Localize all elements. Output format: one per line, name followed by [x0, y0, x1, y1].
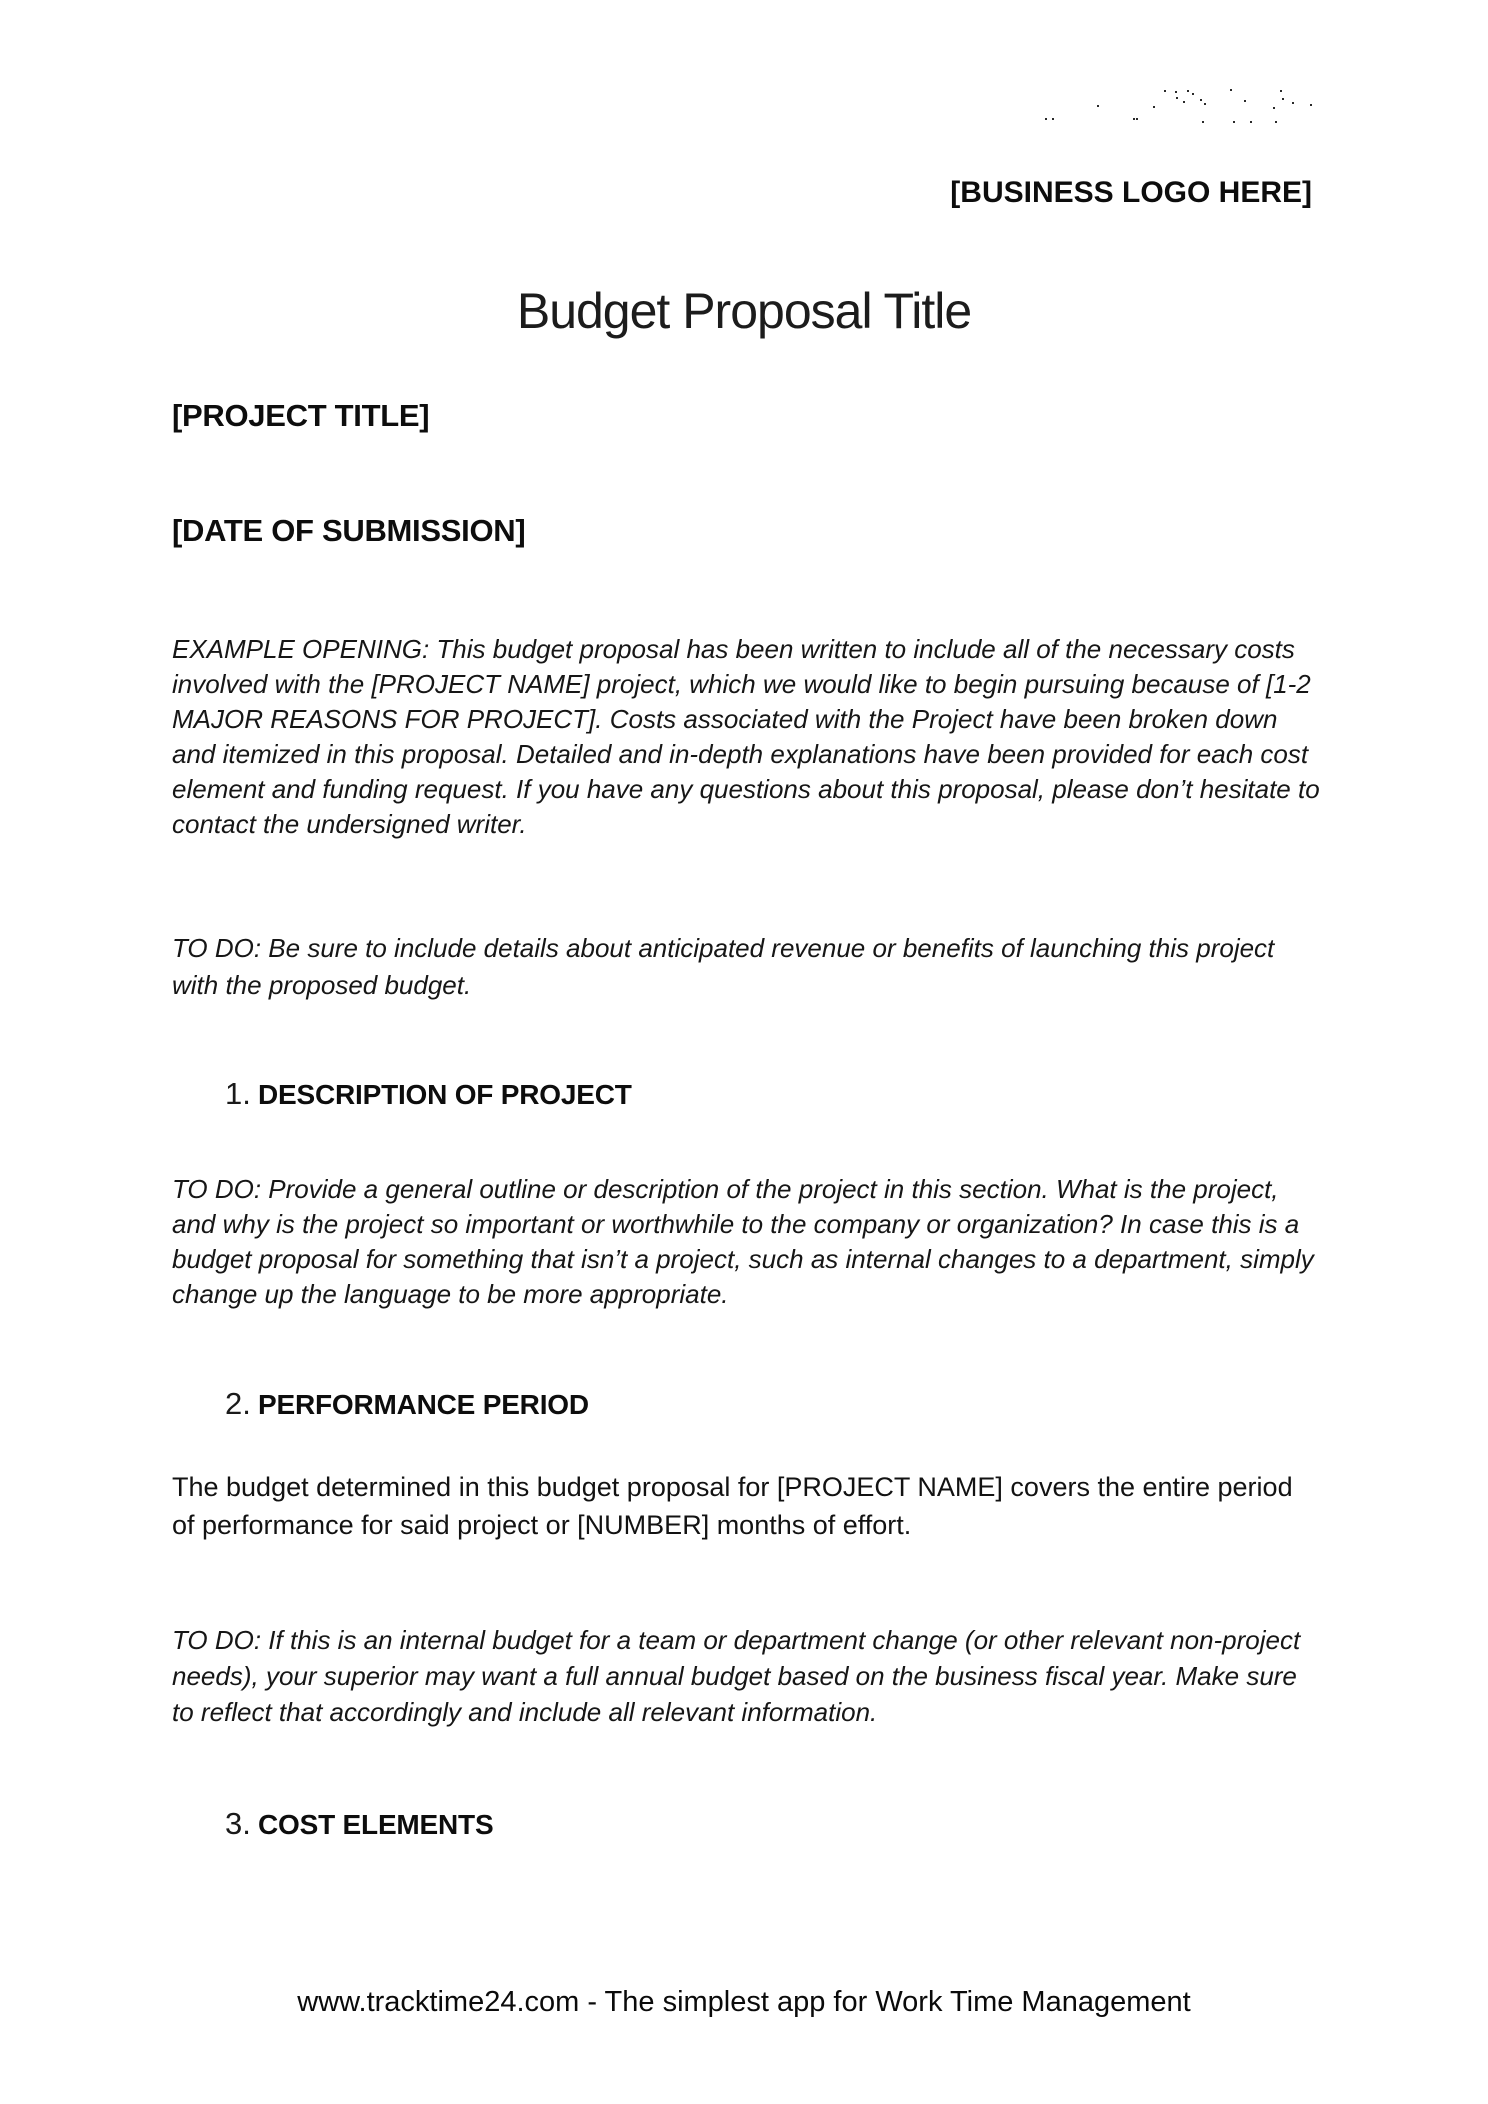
- section-3-title: COST ELEMENTS: [258, 1809, 494, 1840]
- scan-noise-dot: [1200, 99, 1202, 101]
- scan-noise-dot: [1176, 97, 1178, 99]
- section-2-todo-note: TO DO: If this is an internal budget for a team or department change (or other relevant non-project needs), your superior may want a full annual budget based on the business fiscal year. Make sure to reflect that accordingly and include all relevant information.: [172, 1625, 1301, 1727]
- scan-noise-dot: [1164, 90, 1166, 92]
- scan-noise-dot: [1230, 89, 1232, 91]
- footer-tagline: www.tracktime24.com - The simplest app for Work Time Management: [297, 1986, 1191, 2018]
- scan-noise-dot: [1202, 121, 1204, 123]
- scan-noise-dot: [1292, 102, 1294, 104]
- example-opening-paragraph: EXAMPLE OPENING: This budget proposal has been written to include all of the necessary costs involved with the [PROJECT NAME] project, which we would like to begin pursuing because of [1-2 MAJOR REASONS FOR PROJECT]. Costs associated with the Project have been broken down and itemized in this proposal. Detailed and in-depth explanations have been provided for each cost element and funding request. If you have any questions about this proposal, please don’t hesitate to contact the undersigned writer.: [172, 634, 1320, 839]
- document-title: Budget Proposal Title: [516, 283, 972, 339]
- scan-noise-dot: [1136, 118, 1138, 120]
- todo-overview-note: TO DO: Be sure to include details about anticipated revenue or benefits of launching this project with the proposed budget.: [172, 933, 1275, 1000]
- scan-noise-dot: [1280, 90, 1282, 92]
- scan-noise-dot: [1282, 98, 1284, 100]
- date-of-submission-placeholder: [DATE OF SUBMISSION]: [172, 513, 526, 548]
- scan-noise-dot: [1204, 103, 1206, 105]
- section-1-todo-note: TO DO: Provide a general outline or description of the project in this section. What is the project, and why is the project so important or worthwhile to the company or organization? In case this is a budget proposal for something that isn’t a project, such as internal changes to a department, simply change up the language to be more appropriate.: [172, 1174, 1314, 1309]
- scan-noise-dot: [1052, 118, 1054, 120]
- section-3-heading: [172, 1806, 1312, 1842]
- section-3-number: 3.: [225, 1806, 251, 1841]
- scan-noise-dot: [1175, 91, 1177, 93]
- project-title-placeholder: [PROJECT TITLE]: [172, 398, 430, 433]
- business-logo-placeholder: [BUSINESS LOGO HERE]: [950, 176, 1312, 209]
- scan-noise-dot: [1153, 106, 1155, 108]
- section-1-title: DESCRIPTION OF PROJECT: [258, 1079, 632, 1110]
- scan-noise-dot: [1273, 107, 1275, 109]
- section-1-heading: [172, 1076, 1312, 1112]
- scan-noise-dot: [1244, 100, 1246, 102]
- scan-noise-dot: [1097, 105, 1099, 107]
- section-1-number: 1.: [225, 1076, 251, 1111]
- section-2-heading: [172, 1386, 1312, 1422]
- section-2-number: 2.: [225, 1386, 251, 1421]
- scan-noise-dot: [1233, 121, 1235, 123]
- scan-noise-dot: [1187, 90, 1189, 92]
- scan-noise-dot: [1310, 104, 1312, 106]
- scan-noise-dot: [1275, 121, 1277, 123]
- scan-noise-dot: [1133, 118, 1135, 120]
- scan-noise-dot: [1045, 118, 1047, 120]
- performance-period-paragraph: The budget determined in this budget proposal for [PROJECT NAME] covers the entire period of performance for said project or [NUMBER] months of effort.: [172, 1472, 1293, 1540]
- section-2-title: PERFORMANCE PERIOD: [258, 1389, 589, 1420]
- scan-noise-dot: [1183, 101, 1185, 103]
- scan-noise-dot: [1192, 93, 1194, 95]
- scan-noise-dot: [1250, 121, 1252, 123]
